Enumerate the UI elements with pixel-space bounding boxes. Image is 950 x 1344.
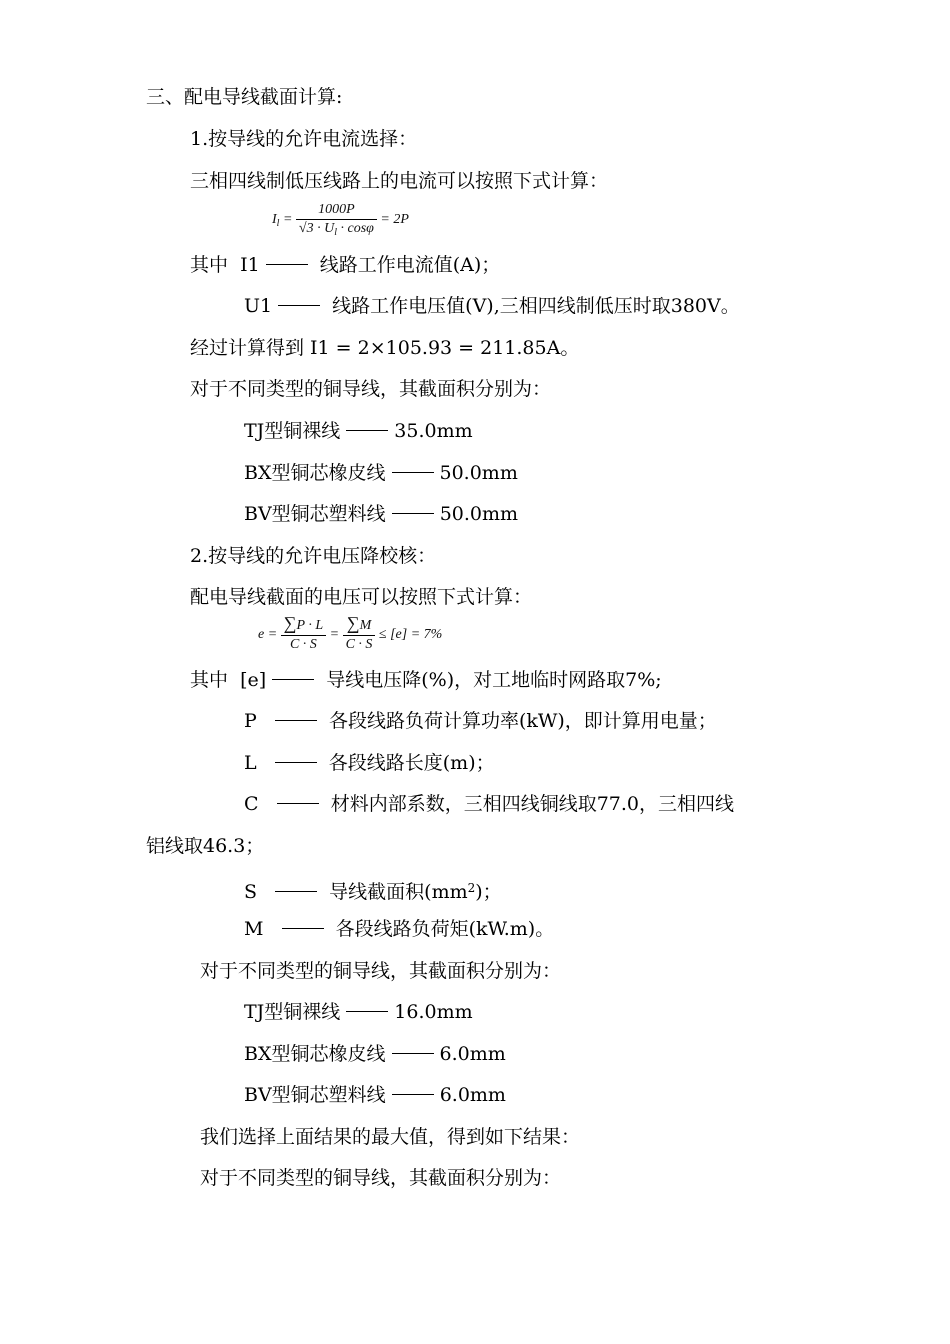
section-title: 三、配电导线截面计算: — [146, 86, 343, 108]
where-c-line: C 材料内部系数，三相四线铜线取77.0，三相四线 — [244, 793, 734, 815]
where-m-line: M 各段线路负荷矩(kW.m)。 — [244, 918, 555, 940]
current-formula: $I_l$ = $\frac{1000P}{√3 \cdot U_l \cdot \cos\varphi}$ = 2P — [272, 202, 409, 238]
voltage-drop-formula: e = $\frac{\sum P \cdot L}{C \cdot S}$ = $\frac{\sum M}{C \cdot S}$ ≤ [e] = 7% — [258, 613, 443, 652]
where-c-continuation: 铝线取46.3； — [146, 835, 265, 857]
part1-wire-bx: BX型铜芯橡皮线 50.0mm — [244, 462, 518, 484]
where-l-line: L 各段线路长度(m)； — [244, 752, 495, 774]
part1-intro: 三相四线制低压线路上的电流可以按照下式计算： — [190, 170, 609, 192]
where-u1-line: U1 线路工作电压值(V),三相四线制低压时取380V。 — [244, 295, 740, 317]
part1-wire-tj: TJ型铜裸线 35.0mm — [244, 420, 473, 442]
part2-areas-intro: 对于不同类型的铜导线，其截面积分别为： — [200, 960, 562, 982]
part1-result: 经过计算得到 I1 = 2×105.93 = 211.85A。 — [190, 337, 580, 359]
part2-wire-bx: BX型铜芯橡皮线 6.0mm — [244, 1043, 506, 1065]
conclusion: 我们选择上面结果的最大值，得到如下结果： — [200, 1126, 581, 1148]
part1-wire-bv: BV型铜芯塑料线 50.0mm — [244, 503, 519, 525]
where-i1-line: 其中 I1 线路工作电流值(A)； — [190, 254, 501, 276]
part1-areas-intro: 对于不同类型的铜导线，其截面积分别为： — [190, 378, 552, 400]
part2-intro: 配电导线截面的电压可以按照下式计算： — [190, 586, 533, 608]
where-e-line: 其中 [e] 导线电压降(%)，对工地临时网路取7%; — [190, 669, 662, 691]
where-s-line: S 导线截面积$(mm^2)$； — [244, 881, 502, 903]
part1-heading: 1.按导线的允许电流选择： — [190, 128, 418, 150]
part2-wire-bv: BV型铜芯塑料线 6.0mm — [244, 1084, 506, 1106]
part2-heading: 2.按导线的允许电压降校核： — [190, 545, 437, 567]
final-areas-intro: 对于不同类型的铜导线，其截面积分别为： — [200, 1167, 562, 1189]
where-p-line: P 各段线路负荷计算功率(kW)，即计算用电量； — [244, 710, 717, 732]
part2-wire-tj: TJ型铜裸线 16.0mm — [244, 1001, 473, 1023]
